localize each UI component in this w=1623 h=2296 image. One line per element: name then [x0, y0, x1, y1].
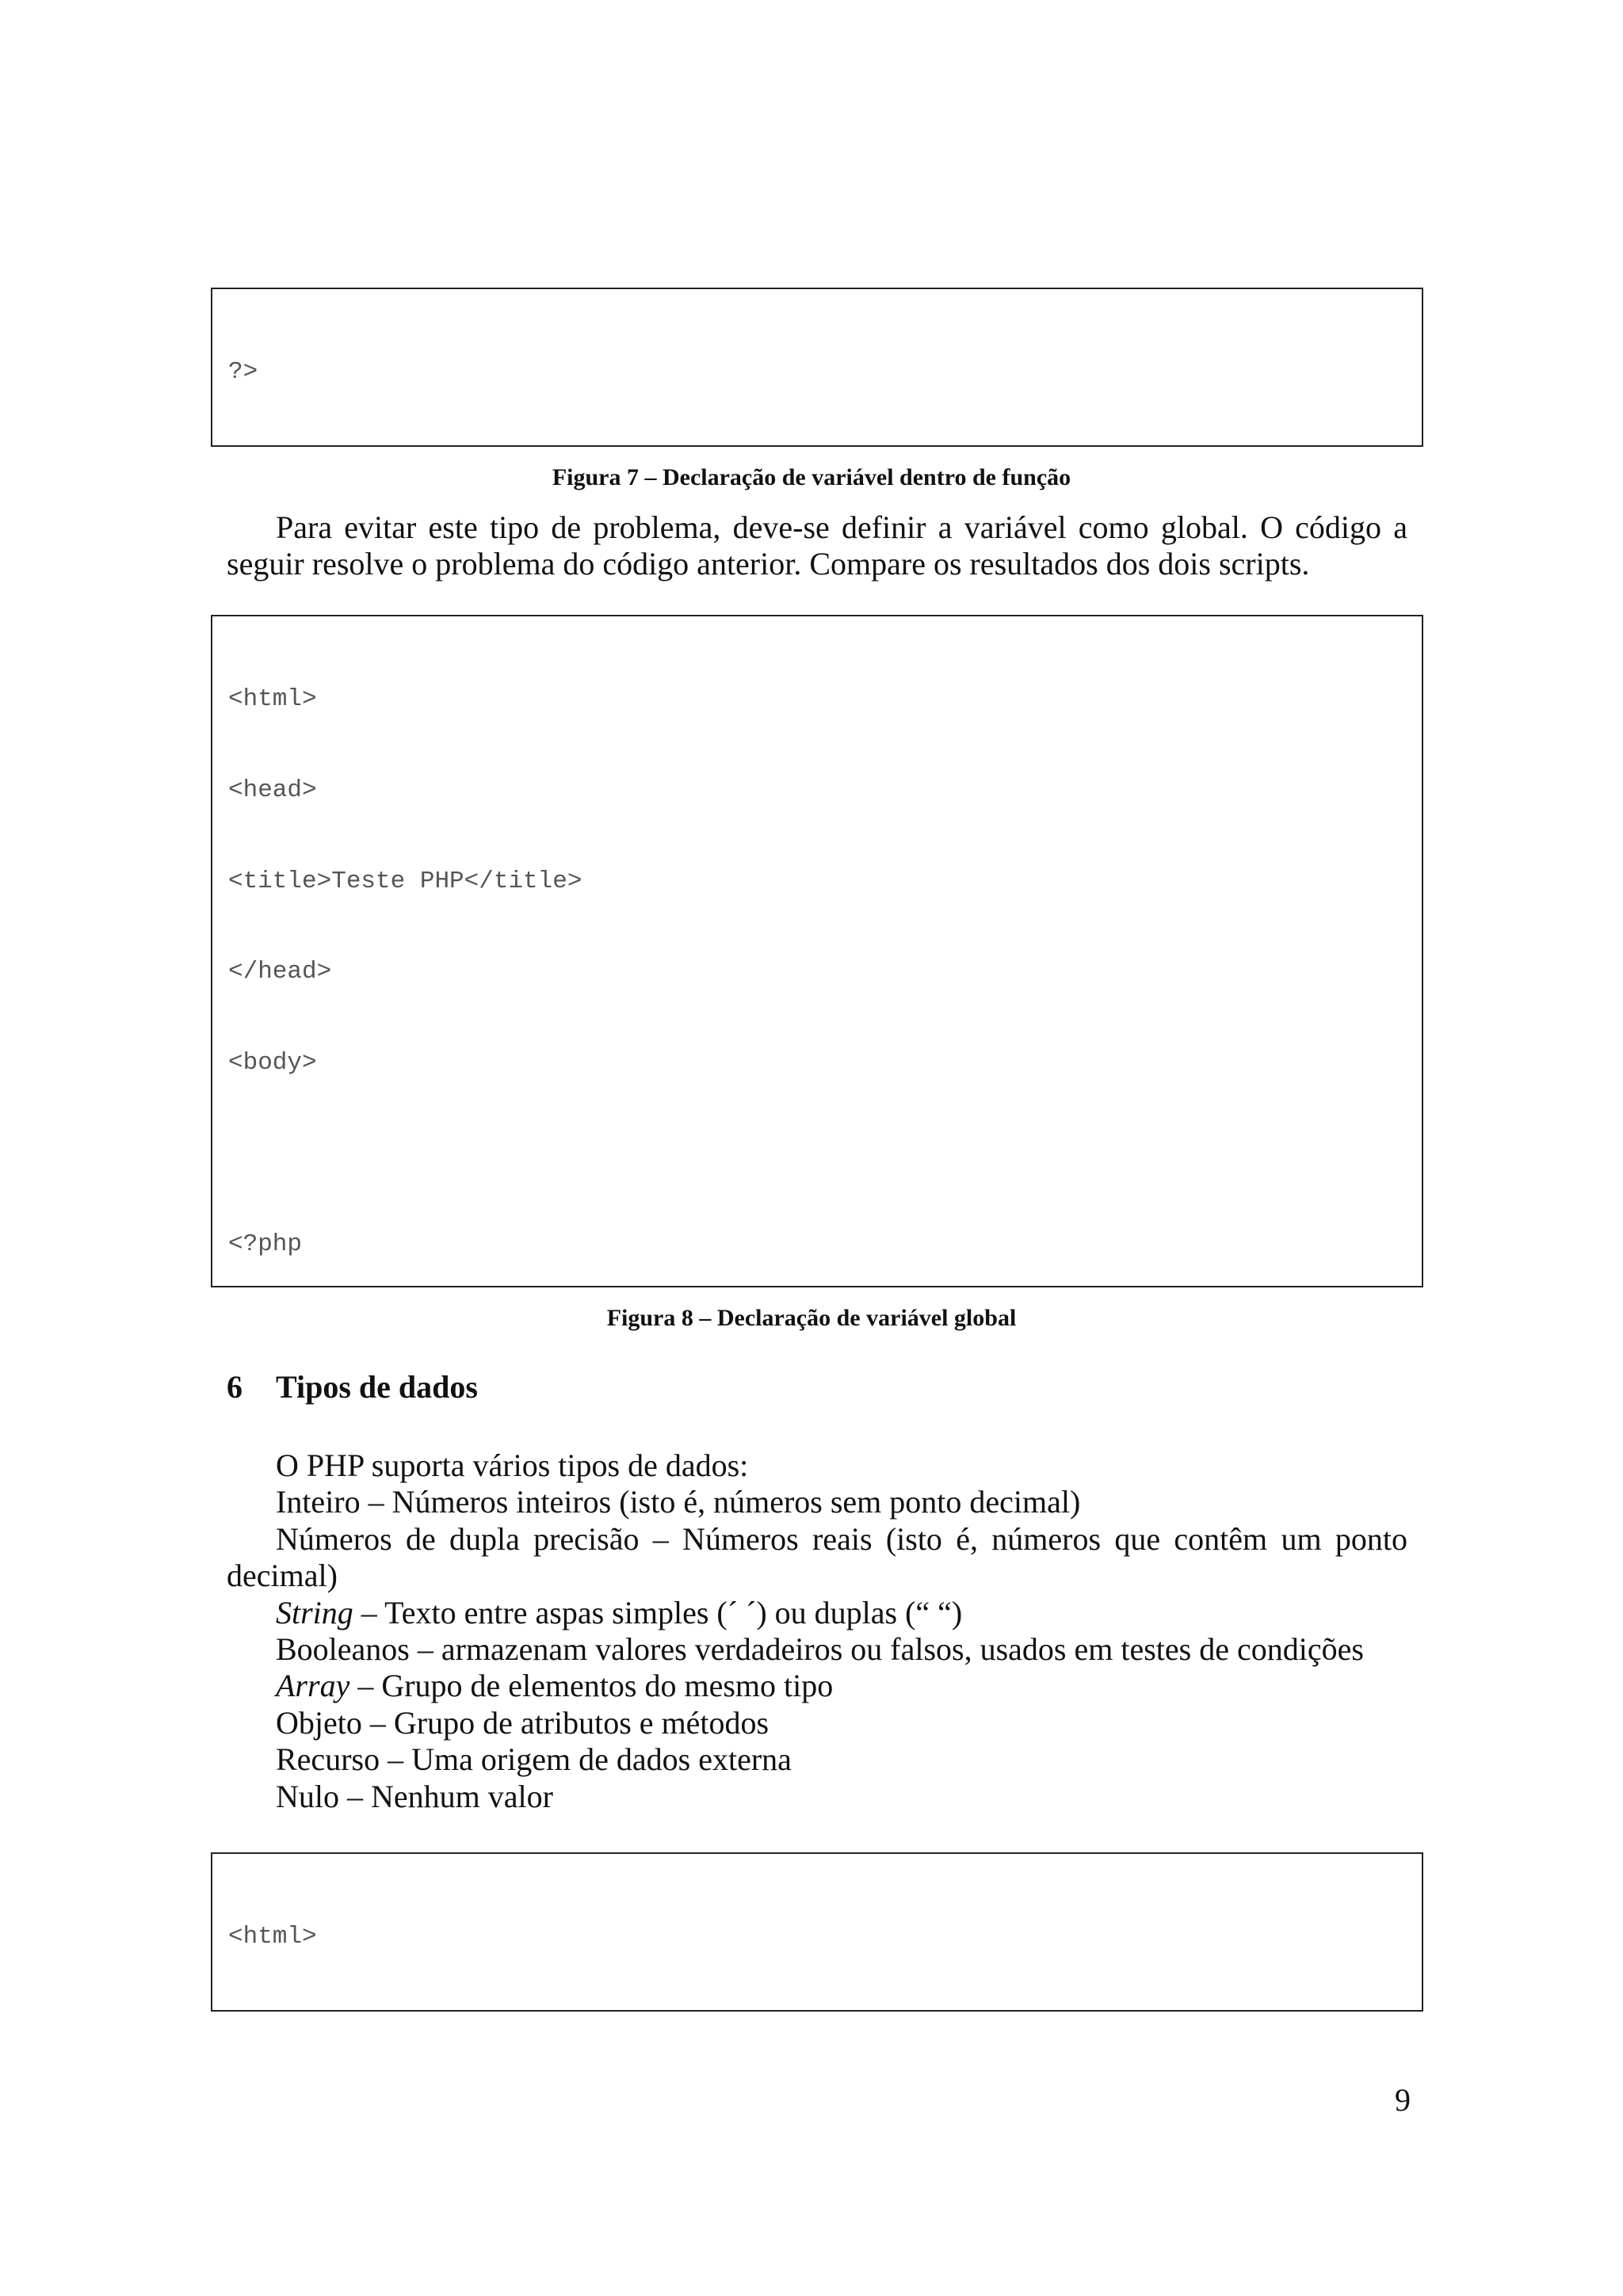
list-item-inteiro: Inteiro – Números inteiros (isto é, números sem ponto decimal)	[276, 1484, 1081, 1520]
page-number: 9	[1395, 2082, 1411, 2118]
code-line: ?>	[228, 358, 258, 387]
list-item-recurso: Recurso – Uma origem de dados externa	[276, 1741, 792, 1778]
section-number: 6	[227, 1369, 242, 1405]
code-line: </head>	[228, 958, 332, 986]
code-line: <head>	[228, 776, 317, 804]
list-item-dupla-cont: decimal)	[227, 1558, 338, 1594]
paragraph-line-2: seguir resolve o problema do código anterior. Compare os resultados dos dois scripts.	[227, 546, 1310, 582]
list-item-booleanos: Booleanos – armazenam valores verdadeiros ou falsos, usados em testes de condições	[276, 1631, 1364, 1668]
list-item-array	[227, 1668, 1407, 1704]
code-line: <body>	[228, 1048, 317, 1077]
code-line	[228, 1138, 1406, 1169]
code-block-1	[211, 288, 1423, 447]
paragraph-line-1: Para evitar este tipo de problema, deve-se definir a variável como global. O código a	[276, 509, 1407, 545]
list-intro: O PHP suporta vários tipos de dados:	[276, 1447, 749, 1483]
string-desc: – Texto entre aspas simples (´ ´) ou duplas (“ “)	[353, 1594, 963, 1630]
string-term: String	[276, 1594, 353, 1630]
code-line: <?php	[228, 1230, 303, 1258]
data-types-list	[227, 1447, 1407, 1815]
code-line: <title>Teste PHP</title>	[228, 867, 582, 895]
figure-caption-8: Figura 8 – Declaração de variável global	[606, 1305, 1017, 1331]
array-term: Array	[276, 1668, 350, 1704]
list-item-nulo: Nulo – Nenhum valor	[276, 1778, 553, 1814]
code-block-2	[211, 615, 1423, 1287]
figure-caption-7: Figura 7 – Declaração de variável dentro de função	[552, 464, 1071, 490]
body-paragraph	[227, 509, 1407, 582]
list-item-string	[227, 1595, 1407, 1631]
section-heading	[227, 1368, 478, 1405]
list-item-objeto: Objeto – Grupo de atributos e métodos	[276, 1704, 769, 1741]
array-desc: – Grupo de elementos do mesmo tipo	[349, 1668, 834, 1704]
section-title: Tipos de dados	[276, 1369, 478, 1405]
list-item-dupla: Números de dupla precisão – Números reais (isto é, números que contêm um ponto	[276, 1520, 1407, 1557]
code-block-3	[211, 1852, 1423, 2012]
code-line: <html>	[228, 1923, 317, 1951]
code-line: <html>	[228, 685, 317, 714]
